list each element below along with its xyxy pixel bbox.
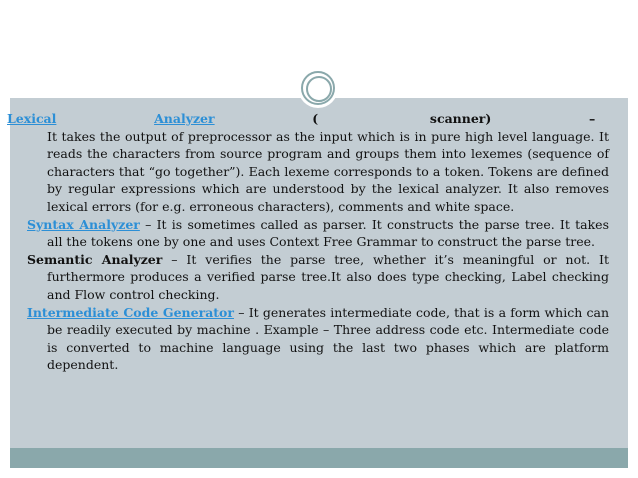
syntax-analyzer-body: – It is sometimes called as parser. It constructs the parse tree. It takes all the tokens one by one and uses Context Free Grammar to construct the parse tree. xyxy=(47,216,609,250)
circle-ornament-inner-ring xyxy=(306,76,332,102)
lexical-scanner-label: scanner) xyxy=(429,111,492,126)
content-text-block xyxy=(7,110,609,374)
lexical-link-part2[interactable]: Analyzer xyxy=(154,111,215,126)
lexical-analyzer-heading: Lexical Analyzer ( scanner) – xyxy=(7,111,596,126)
lexical-analyzer-body: It takes the output of preprocessor as the input which is in pure high level language. It reads the characters from source program and groups them into lexemes (sequence of characters that “go together”). Each lexeme corresponds to a token. Tokens are defined by regular expressions which are understood by the lexical analyzer. It also removes lexical errors (for e.g. erroneous characters), comments and white space. xyxy=(47,128,609,214)
syntax-analyzer-link[interactable]: Syntax Analyzer xyxy=(27,216,140,232)
semantic-analyzer-body: – It verifies the parse tree, whether it’s meaningful or not. It furthermore produces a verified parse tree.It also does type checking, Label checking and Flow control checking. xyxy=(47,251,609,302)
semantic-analyzer-term: Semantic Analyzer xyxy=(27,251,163,267)
lexical-link-part1[interactable]: Lexical xyxy=(7,111,57,126)
slide-footer-bar xyxy=(10,448,628,468)
paragraph-syntax-analyzer xyxy=(27,216,609,251)
intermediate-code-generator-body: – It generates intermediate code, that is a form which can be readily executed by machine . Example – Three address code etc. Intermediate code is converted to machine language using the last two phases which are platform dependent. xyxy=(47,304,609,373)
paragraph-semantic-analyzer xyxy=(27,251,609,304)
paragraph-intermediate-code-generator xyxy=(27,304,609,374)
paragraph-lexical-analyzer xyxy=(7,110,609,216)
intermediate-code-generator-link[interactable]: Intermediate Code Generator xyxy=(27,304,234,320)
